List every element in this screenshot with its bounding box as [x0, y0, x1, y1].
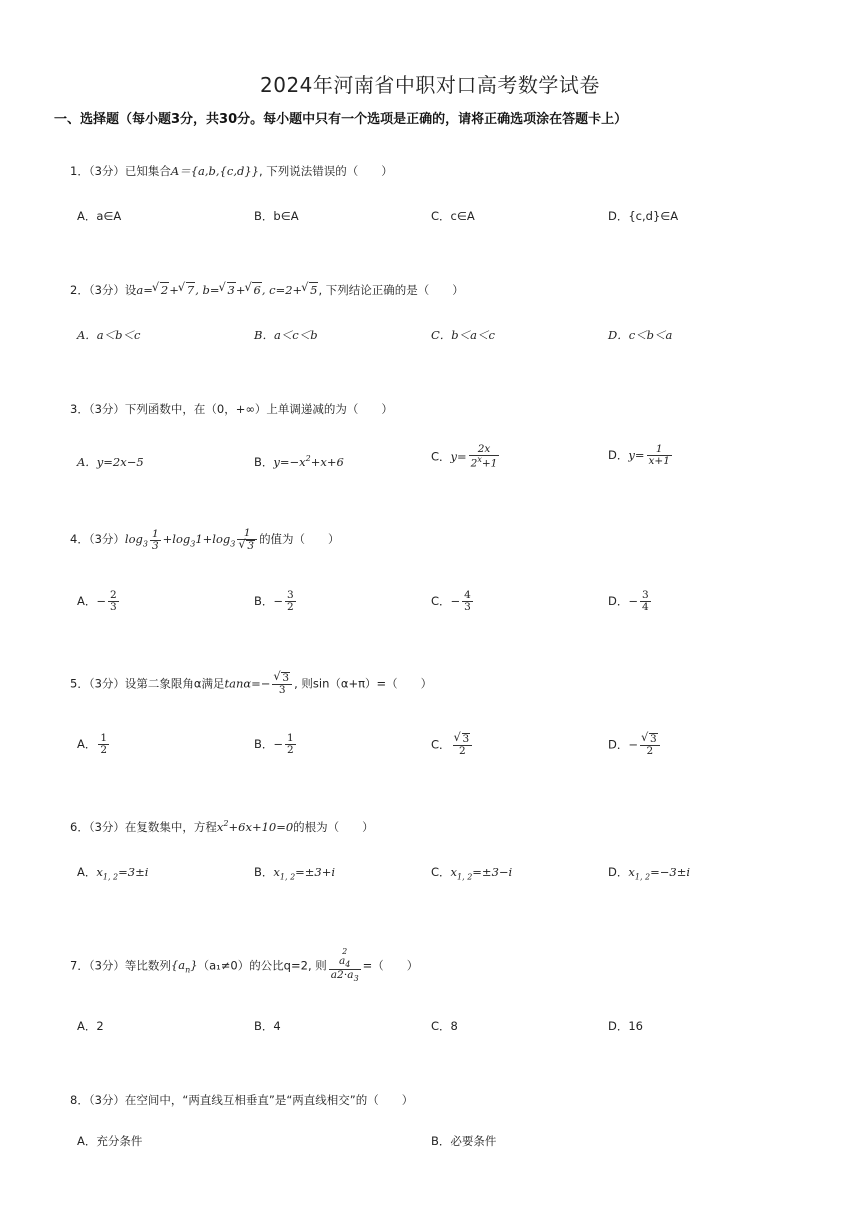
option-label: B． — [254, 865, 274, 879]
fraction: √ $\frac{3}{2}$ — [640, 733, 660, 757]
option-c[interactable] — [431, 733, 474, 757]
fraction: √ $\frac{3}{2}$ — [453, 733, 473, 757]
question-score: （3分） — [88, 676, 125, 691]
question-math: $x^2+6x+10=0$ — [216, 819, 294, 834]
question-score: （3分） — [88, 958, 125, 973]
option-label: B． — [254, 737, 274, 752]
option-a[interactable] — [77, 590, 121, 613]
fraction: 2 $a_4$ $a2\cdot a_3$ — [330, 947, 359, 984]
question-math: $\{a_n\}$ — [170, 958, 198, 975]
option-math: y= — [628, 448, 645, 463]
option-d[interactable] — [608, 733, 662, 757]
option-d[interactable]: D．c＜b＜a — [608, 328, 673, 342]
question-number: 8． — [70, 1093, 89, 1107]
question-score: （3分） — [88, 164, 125, 178]
question-text: 等比数列 — [124, 958, 171, 973]
option-b[interactable]: B．a＜c＜b — [254, 328, 318, 342]
fraction: $\frac{1}{2}$ — [100, 732, 108, 757]
option-label: C． — [431, 449, 451, 464]
question-math: tanα=− — [224, 676, 271, 691]
question-number: 7． — [70, 958, 89, 973]
option-label: A． — [77, 594, 97, 609]
fraction: $\frac{2}{3}$ — [110, 589, 117, 614]
question-6 — [70, 819, 374, 835]
option-b[interactable]: B．必要条件 — [431, 1134, 497, 1148]
option-math: − — [628, 737, 638, 752]
question-7 — [70, 948, 418, 984]
option-b[interactable] — [254, 733, 298, 756]
option-a[interactable]: A．a∈A — [77, 209, 122, 223]
question-text: 在复数集中，方程 — [124, 820, 217, 834]
option-label: A． — [77, 737, 97, 752]
option-d[interactable] — [608, 590, 653, 613]
option-label: D． — [608, 594, 629, 609]
question-text: =（ ） — [362, 958, 419, 973]
option-a[interactable]: A．充分条件 — [77, 1134, 143, 1148]
fraction: $\frac{2x}{2^x+1}$ — [470, 443, 498, 470]
question-4 — [70, 528, 340, 552]
question-math: $\log_3$ $\frac{1}{3}$ $+\log_31+\log_3$ 1 √ 3 — [125, 532, 259, 546]
option-math: − — [450, 594, 461, 609]
question-number: 3． — [70, 402, 89, 416]
option-a[interactable]: A．y=2x−5 — [77, 455, 144, 469]
option-math: $x_{1, 2}=3\pm i$ — [96, 865, 149, 882]
option-label: D． — [608, 448, 629, 463]
fraction: $\frac{4}{3}$ — [464, 589, 471, 614]
question-text: , 则sin（α+π）=（ ） — [294, 676, 433, 691]
option-math: − — [273, 594, 284, 609]
question-math: a=√ 2+√ 7, b=√ 3+√ 6, c=2+√ 5 — [136, 283, 318, 297]
option-b[interactable]: B．b∈A — [254, 209, 299, 223]
option-c[interactable]: C．b＜a＜c — [431, 328, 495, 342]
option-label: D． — [608, 737, 629, 752]
question-text: （a₁≠0）的公比q=2, 则 — [197, 958, 327, 973]
option-label: C． — [431, 737, 451, 752]
question-text: 已知集合 — [124, 164, 171, 178]
question-number: 1． — [70, 164, 89, 178]
question-number: 2． — [70, 283, 89, 297]
option-label: D． — [608, 865, 629, 879]
option-c[interactable]: C．8 — [431, 1019, 458, 1033]
option-c[interactable] — [431, 444, 501, 470]
option-label: C． — [431, 594, 451, 609]
option-label: A． — [77, 865, 97, 879]
option-d[interactable] — [608, 864, 690, 881]
option-label: B． — [254, 594, 274, 609]
option-math: $x_{1, 2}=-3\pm i$ — [628, 865, 691, 882]
question-text: 的根为（ ） — [293, 820, 374, 834]
question-number: 6． — [70, 820, 89, 834]
question-text: 设 — [124, 283, 137, 297]
option-math: $x_{1, 2}=\pm 3+i$ — [273, 865, 336, 882]
question-score: （3分） — [88, 283, 125, 297]
fraction: $\frac{3}{4}$ — [642, 589, 649, 614]
fraction: $\frac{1}{2}$ — [287, 732, 294, 757]
question-score: （3分） — [88, 820, 125, 834]
section-heading: 一、选择题（每小题3分，共30分。每小题中只有一个选项是正确的，请将正确选项涂在答题卡上） — [54, 112, 628, 127]
option-a[interactable] — [77, 733, 111, 756]
fraction: $\frac{3}{2}$ — [287, 589, 294, 614]
option-math: − — [273, 737, 284, 752]
question-text: 的值为（ ） — [259, 532, 340, 547]
option-math: − — [96, 594, 107, 609]
page-title: 2024年河南省中职对口高考数学试卷 — [260, 73, 600, 97]
question-text: 下列函数中，在（0，+∞）上单调递减的为（ ） — [124, 402, 393, 416]
question-3 — [70, 401, 393, 417]
option-d[interactable]: D．{c,d}∈A — [608, 209, 679, 223]
option-d[interactable] — [608, 444, 674, 467]
option-label: B． — [254, 455, 274, 469]
question-score: （3分） — [88, 532, 125, 547]
option-math: y= — [450, 449, 467, 464]
question-8 — [70, 1092, 413, 1108]
question-text: , 下列结论正确的是（ ） — [318, 283, 464, 297]
option-math: − — [628, 594, 638, 609]
option-a[interactable]: A．2 — [77, 1019, 104, 1033]
fraction: √ $\frac{3}{3}$ — [272, 672, 292, 696]
option-b[interactable] — [254, 590, 298, 613]
option-b[interactable] — [254, 454, 344, 470]
question-math: A＝{a,b,{c,d}} — [170, 164, 259, 178]
option-a[interactable]: A．a＜b＜c — [77, 328, 141, 342]
option-math: $x_{1, 2}=\pm 3-i$ — [450, 865, 513, 882]
question-number: 4． — [70, 532, 89, 547]
fraction: $\frac{1}{x+1}$ — [648, 443, 670, 468]
option-c[interactable] — [431, 864, 512, 881]
question-text: , 下列说法错误的（ ） — [258, 164, 393, 178]
question-score: （3分） — [88, 402, 125, 416]
option-label: C． — [431, 865, 451, 879]
question-5 — [70, 672, 432, 696]
question-1 — [70, 163, 393, 179]
option-b[interactable]: B．4 — [254, 1019, 281, 1033]
question-text: 设第二象限角α满足 — [124, 676, 225, 691]
option-c[interactable]: C．c∈A — [431, 209, 475, 223]
option-b[interactable] — [254, 864, 335, 881]
option-a[interactable] — [77, 864, 148, 881]
question-number: 5． — [70, 676, 89, 691]
option-c[interactable] — [431, 590, 475, 613]
option-math: $y=-x^2+x+6$ — [273, 454, 344, 469]
question-2 — [70, 282, 464, 298]
question-text: 在空间中，“两直线互相垂直”是“两直线相交”的（ ） — [124, 1093, 414, 1107]
question-score: （3分） — [88, 1093, 125, 1107]
option-d[interactable]: D．16 — [608, 1019, 643, 1033]
